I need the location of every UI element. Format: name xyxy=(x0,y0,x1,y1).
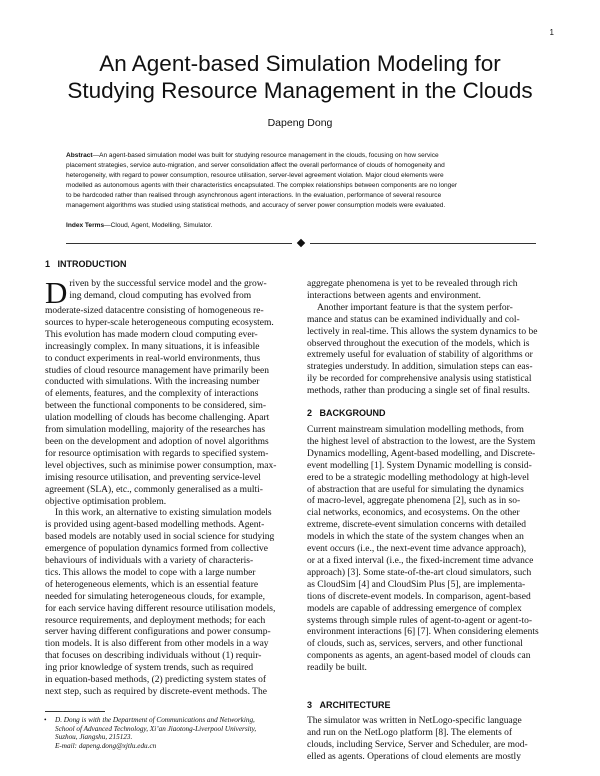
text-line: strategies understudy. In addition, simulation steps can eas- xyxy=(307,362,533,373)
author-footnote xyxy=(45,716,300,750)
text-line: methods, rather than producing a single set of final results. xyxy=(307,386,530,397)
section-heading-introduction xyxy=(45,259,127,269)
text-line: tion models. It is also different from other models in a way xyxy=(45,639,269,650)
section-heading-architecture xyxy=(307,700,391,710)
section-number: 1 xyxy=(45,259,51,269)
section-separator xyxy=(66,239,536,249)
text-line: needed for simulating heterogeneous clouds, for example, xyxy=(45,591,266,602)
text-line: cial networks, economics, and ecosystems. On the other xyxy=(307,508,520,519)
text-line: of elements, features, and the complexity of interactions xyxy=(45,389,259,400)
text-line: of abstraction that are useful for simulating the dynamics xyxy=(307,484,524,495)
text-line: as CloudSim [4] and CloudSim Plus [5], are implementa- xyxy=(307,579,526,590)
bullet-icon: • xyxy=(44,716,47,724)
footnote-line: D. Dong is with the Department of Communications and Networking, xyxy=(55,716,255,724)
text-line: ing prior knowledge of system trends, such as required xyxy=(45,663,254,674)
intro-paragraph-3 xyxy=(307,303,559,398)
abstract-line: placement strategies, service auto-migration, and server consolidation affect the overall performance of clouds of homogeneity and xyxy=(66,162,445,169)
section-heading-background xyxy=(307,408,386,418)
intro-paragraph-2 xyxy=(45,508,297,699)
text-line: based models are notably used in social science for studying xyxy=(45,532,275,543)
title-line: An Agent-based Simulation Modeling for xyxy=(99,51,501,76)
section-title: BACKGROUND xyxy=(319,408,386,418)
footnote-line: School of Advanced Technology, Xi’an Jiaotong-Liverpool University, xyxy=(55,724,257,733)
text-line: in equation-based methods, (2) predicting system states of xyxy=(45,675,267,686)
text-line: interactions between agents and environment. xyxy=(307,290,481,301)
text-line: studies of cloud resource management have primarily been xyxy=(45,365,269,376)
left-column xyxy=(45,275,297,699)
text-line: for resource optimisation with regards to specified system- xyxy=(45,448,269,459)
text-line: is provided using agent-based modelling methods. Agent- xyxy=(45,520,265,531)
text-line: of heterogeneous elements, which is an essential feature xyxy=(45,579,259,590)
intro-continuation xyxy=(307,279,559,303)
abstract-line: heterogeneity, with regard to power consumption, resource utilisation, server-level agreement violation. Major cloud elements were xyxy=(66,172,444,179)
text-line: Current mainstream simulation modelling methods, from xyxy=(307,425,524,435)
abstract-line xyxy=(66,151,536,161)
text-line: This evolution has made modern cloud computing ever- xyxy=(45,329,258,340)
footnote-rule xyxy=(45,711,105,712)
text-line: clouds, including Service, Server and Scheduler, are mod- xyxy=(307,739,528,750)
background-paragraph xyxy=(307,425,559,675)
text-line: increasingly complex. In many situations, it is infeasible xyxy=(45,341,260,352)
text-line: and run on the NetLogo platform [8]. The elements of xyxy=(307,727,513,738)
text-line: tics. This allows the model to cope with a large number xyxy=(45,567,256,578)
abstract-line: management algorithms was studied using statistical methods, and accuracy of server power consumption models were evaluated. xyxy=(66,202,446,209)
index-terms xyxy=(66,222,536,229)
text-line: riven by the successful service model and the grow- xyxy=(69,279,267,289)
text-line: conducted with simulations. With the increasing number xyxy=(45,377,260,388)
intro-paragraph-1 xyxy=(45,275,297,508)
drop-cap: D xyxy=(45,275,68,310)
text-line: approach) [3]. Some state-of-the-art cloud simulators, such xyxy=(307,567,532,578)
text-line: objective optimisation problem. xyxy=(45,496,167,507)
text-line: Another important feature is that the system perfor- xyxy=(317,302,513,313)
text-line: aggregate phenomena is yet to be revealed through rich xyxy=(307,279,518,289)
text-line: mance and status can be examined individually and col- xyxy=(307,314,520,325)
text-line: event modelling [1]. System Dynamic modelling is consid- xyxy=(307,460,532,471)
text-line: environment interactions [6] [7]. When considering elements xyxy=(307,627,539,638)
text-line: Dynamics modelling, Agent-based modelling, and Discrete- xyxy=(307,448,536,459)
text-line: resource requirements, and deployment methods; for each xyxy=(45,615,266,626)
text-line: extreme, discrete-event simulation concerns with detailed xyxy=(307,520,526,531)
text-line: agreement (SLA), etc., commonly generalised as a multi- xyxy=(45,484,263,495)
separator-rule-right xyxy=(310,243,536,244)
index-terms-label: Index Terms xyxy=(66,222,105,229)
text-line: lectively in real-time. This allows the system dynamics to be xyxy=(307,326,538,337)
right-column xyxy=(307,279,559,398)
paper-title xyxy=(40,50,560,104)
text-line: been on the development and adoption of novel algorithms xyxy=(45,436,269,447)
text-line: emergence of population dynamics formed from collective xyxy=(45,544,268,555)
text-line: behaviours of individuals with a variety of characteris- xyxy=(45,556,254,567)
text-line: elled as agents. Operations of cloud elements are mostly xyxy=(307,751,521,762)
text-line: sources to hyper-scale heterogeneous computing ecosystem. xyxy=(45,317,274,328)
text-line: observed throughout the execution of the models, which is xyxy=(307,338,530,349)
abstract xyxy=(66,151,536,211)
separator-rule-left xyxy=(66,243,292,244)
text-line: or at a fixed interval (i.e., the fixed-increment time advance xyxy=(307,555,534,566)
text-line: between the functional components to be considered, sim- xyxy=(45,401,267,412)
text-line: level objectives, such as minimise power consumption, max- xyxy=(45,460,277,471)
abstract-line: modelled as autonomous agents with their characteristics encapsulated. The complex relationships between components are no longer xyxy=(66,182,458,189)
text-line: imising resource utilisation, and preventing service-level xyxy=(45,472,261,483)
text-line: readily be built. xyxy=(307,663,367,674)
text-line: The simulator was written in NetLogo-specific language xyxy=(307,716,522,726)
text-line: ulation modelling of clouds has become challenging. Apart xyxy=(45,413,270,424)
section-number: 2 xyxy=(307,408,313,418)
text-line: extremely useful for evaluation of stability of algorithms or xyxy=(307,350,533,361)
text-line: models in which the state of the system changes when an xyxy=(307,532,524,543)
text-line: ing demand, cloud computing has evolved from xyxy=(69,290,252,301)
abstract-text: —An agent-based simulation model was built for studying resource management in the clouds, focusing on how service xyxy=(92,152,439,159)
text-line: ily be recorded for comprehensive analysis using statistical xyxy=(307,374,532,385)
text-line: components as agents, an agent-based model of clouds can xyxy=(307,651,531,662)
text-line: the highest level of abstraction to the lowest, are the System xyxy=(307,436,536,447)
text-line: systems through simple rules of agent-to-agent or agent-to- xyxy=(307,615,533,626)
abstract-label: Abstract xyxy=(66,152,93,159)
title-line: Studying Resource Management in the Clouds xyxy=(67,78,533,103)
text-line: server having different configurations and power consump- xyxy=(45,627,271,638)
footnote-line: E-mail: dapeng.dong@xjtlu.edu.cn xyxy=(55,741,157,750)
author-name: Dapeng Dong xyxy=(267,117,333,129)
text-line: In this work, an alternative to existing simulation models xyxy=(55,508,272,519)
text-line: for each service having different resource utilisation models, xyxy=(45,603,276,614)
text-line: that focuses on describing individuals without (1) requir- xyxy=(45,651,262,662)
text-line: moderate-sized datacentre consisting of homogeneous re- xyxy=(45,306,264,316)
text-line: event occurs (i.e., the next-event time advance approach), xyxy=(307,544,527,555)
text-line: next step, such as required by discrete-event methods. The xyxy=(45,687,267,697)
text-line: of macro-level, aggregate phenomena [2], such as in so- xyxy=(307,496,521,507)
section-title: ARCHITECTURE xyxy=(319,700,391,710)
index-terms-text: —Cloud, Agent, Modelling, Simulator. xyxy=(104,222,213,229)
text-line: from simulation modelling, majority of the researches has xyxy=(45,425,266,436)
text-line: tions of discrete-event models. In comparison, agent-based xyxy=(307,591,531,602)
text-line: models are capable of addressing emergence of complex xyxy=(307,603,522,614)
footnote-line: Suzhou, Jiangshu, 215123. xyxy=(55,733,133,742)
text-line: of clouds, such as, services, servers, and other functional xyxy=(307,639,523,650)
section-number: 3 xyxy=(307,700,313,710)
text-line: ered to be a strategic modelling methodology at high-level xyxy=(307,472,530,483)
page-number: 1 xyxy=(549,28,554,37)
text-line: to conduct experiments in real-world environments, thus xyxy=(45,353,261,364)
abstract-line: to be hardcoded rather than realised through asynchronous agent interactions. In the evaluation, performance of several resource xyxy=(66,192,442,199)
diamond-icon xyxy=(297,239,305,247)
architecture-paragraph xyxy=(307,716,559,764)
section-title: INTRODUCTION xyxy=(57,259,127,269)
